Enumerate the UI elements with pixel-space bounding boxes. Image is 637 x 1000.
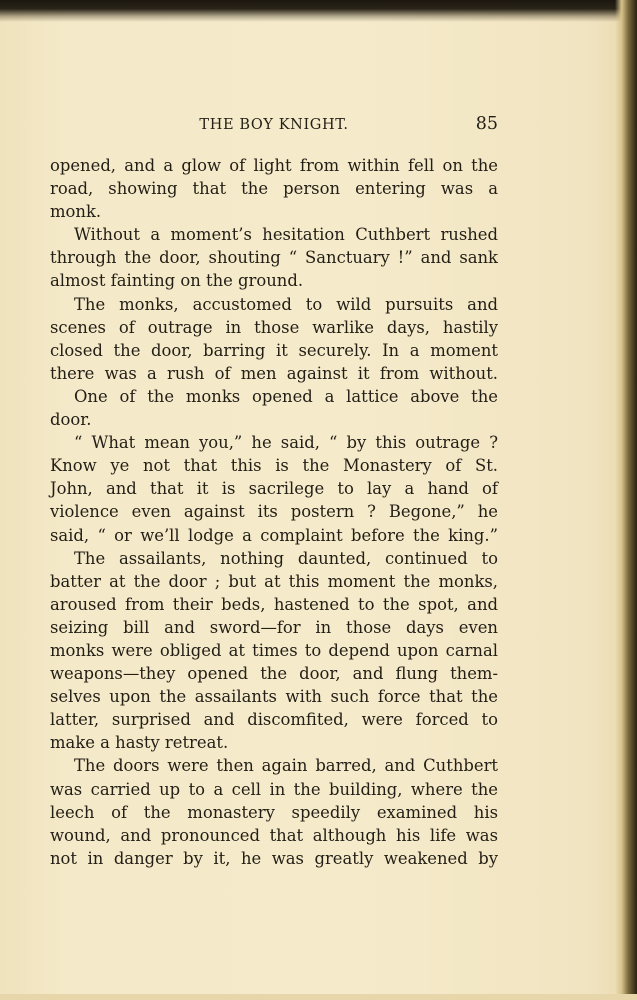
text-line: batter at the door ; but at this moment the monks, [50,571,498,591]
text-line: seizing bill and sword—for in those days even [50,617,498,637]
text-line: violence even against its postern ? Begone,” he [50,502,498,522]
text-line: weapons—they opened the door, and flung them- [50,664,498,684]
body-text [50,154,498,870]
text-line: door. [50,410,92,430]
text-line: John, and that it is sacrilege to lay a hand of [50,479,498,499]
text-line: almost fainting on the ground. [50,271,304,291]
text-line: Know ye not that this is the Monastery of St. [50,456,498,476]
text-line: wound, and pronounced that although his life was [50,825,498,845]
text-line: The doors were then again barred, and Cuthbert [74,756,498,776]
text-line: One of the monks opened a lattice above the [74,386,498,406]
text-line: make a hasty retreat. [50,733,229,753]
text-line: scenes of outrage in those warlike days, hastily [50,317,498,337]
page-number: 85 [475,114,498,134]
text-line: The assailants, nothing daunted, continued to [74,548,498,568]
text-line: aroused from their beds, hastened to the spot, and [50,594,498,614]
text-line: latter, surprised and discomfited, were forced to [50,710,498,730]
text-line: “ What mean you,” he said, “ by this outrage ? [74,433,498,453]
text-line: closed the door, barring it securely. In a moment [50,340,498,360]
text-line: monk. [50,202,102,222]
text-line: road, showing that the person entering was a [50,179,498,199]
page-top-shadow [0,0,637,22]
running-head: THE BOY KNIGHT. [199,117,349,133]
text-line: leech of the monastery speedily examined his [50,802,498,822]
text-line: selves upon the assailants with such force that the [50,687,498,707]
text-line: through the door, shouting “ Sanctuary !” and sank [50,248,498,268]
text-line: The monks, accustomed to wild pursuits and [74,294,498,314]
text-line: monks were obliged at times to depend upon carnal [50,640,498,660]
text-line: was carried up to a cell in the building, where the [50,779,498,799]
text-line: opened, and a glow of light from within fell on the [50,156,498,175]
page-bottom-edge [0,994,637,1000]
text-line: said, “ or we’ll lodge a complaint before the king.” [50,525,498,545]
book-spine-edge [615,0,637,1000]
page-header [50,114,498,138]
text-line: not in danger by it, he was greatly weakened by [50,848,498,868]
text-line: there was a rush of men against it from without. [50,363,498,383]
text-line: Without a moment’s hesitation Cuthbert rushed [74,225,498,245]
